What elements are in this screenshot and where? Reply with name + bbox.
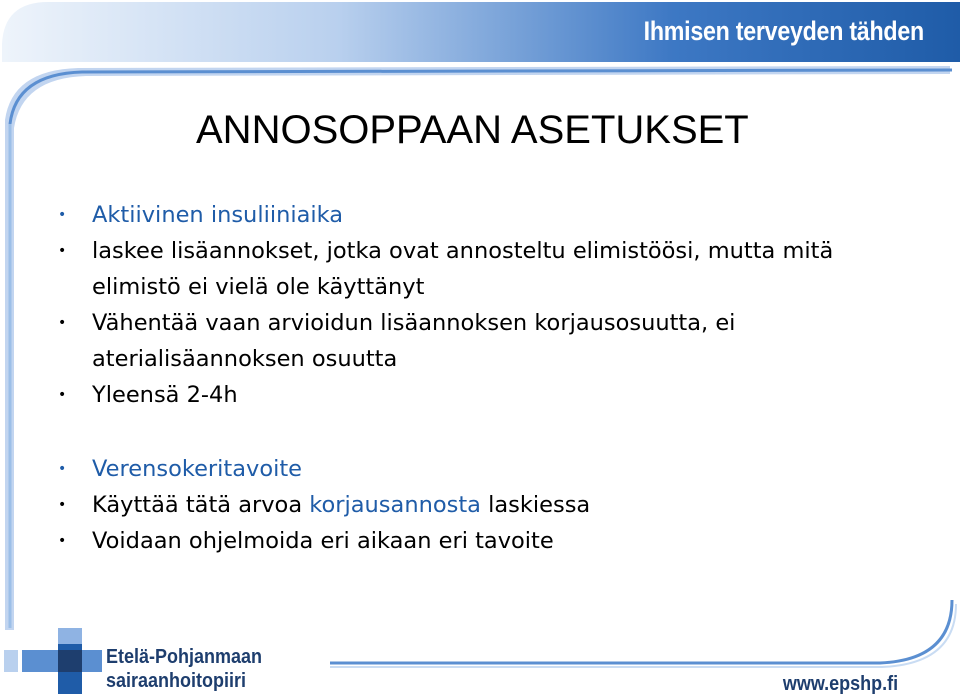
list-item <box>58 197 918 233</box>
list-item <box>58 487 918 523</box>
frame-bottom-fade <box>330 604 956 667</box>
bullet-text: laskee lisäannokset, jotka ovat annosteltu elimistöösi, mutta mitä elimistö ei vielä ole käyttänyt <box>92 238 834 300</box>
list-item <box>58 523 918 559</box>
bullet-text: Vähentää vaan arvioidun lisäannoksen korjausosuutta, ei aterialisäannoksen osuutta <box>92 310 736 372</box>
bullet-dot: • <box>58 461 67 477</box>
org-name-line1: Etelä-Pohjanmaan <box>106 646 263 668</box>
bullet-dot: • <box>58 387 67 403</box>
bullet-dot: • <box>58 243 67 259</box>
footer-url: www.epshp.fi <box>782 673 898 695</box>
bullet-text: Voidaan ohjelmoida eri aikaan eri tavoite <box>92 528 554 554</box>
bullet-dot: • <box>58 207 67 223</box>
header-tagline: Ihmisen terveyden tähden <box>643 16 924 46</box>
org-logo-text <box>106 645 262 693</box>
list-item <box>58 305 918 377</box>
bullet-text: Aktiivinen insuliiniaika <box>92 202 344 228</box>
list-item <box>58 233 918 305</box>
list-item <box>58 377 918 413</box>
bullet-text: Verensokeritavoite <box>92 456 303 482</box>
bullet-text-highlight: korjausannosta <box>309 492 481 518</box>
bullet-dot: • <box>58 497 67 513</box>
bullet-text-pre: Käyttää tätä arvoa <box>92 492 310 518</box>
bullet-text-post: laskiessa <box>480 492 591 518</box>
list-item <box>58 451 918 487</box>
bullet-dot: • <box>58 315 67 331</box>
org-name-line2: sairaanhoitopiiri <box>106 670 247 692</box>
logo-cross-icon <box>4 628 102 694</box>
slide-title: ANNOSOPPAAN ASETUKSET <box>196 108 749 152</box>
bullet-list <box>58 197 918 559</box>
bullet-text: Yleensä 2-4h <box>92 382 238 408</box>
frame-bottom-line <box>330 600 952 663</box>
bullet-dot: • <box>58 533 67 549</box>
